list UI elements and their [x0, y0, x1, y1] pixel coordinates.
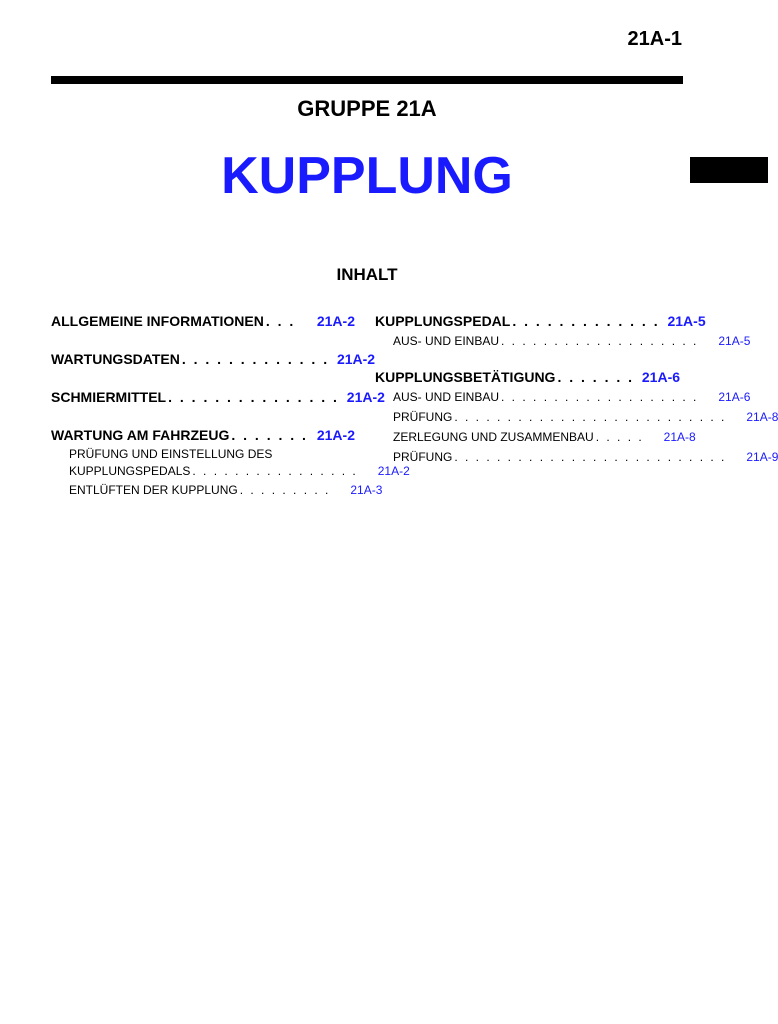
toc-leader-dots: . . . . . . . . . . . . . . . . . . . — [501, 334, 699, 348]
toc-page-ref[interactable]: 21A-2 — [346, 389, 385, 405]
toc-entry-kupplungspedal[interactable] — [375, 311, 706, 331]
toc-entry-label: KUPPLUNGSPEDAL — [375, 313, 511, 329]
toc-subentry-bet-pruefung-1[interactable] — [375, 407, 778, 427]
toc-page-ref[interactable]: 21A-6 — [641, 369, 681, 385]
contents-heading: INHALT — [336, 265, 398, 284]
toc-page-ref[interactable]: 21A-5 — [718, 334, 751, 348]
toc-entry-label: AUS- UND EINBAU — [393, 334, 500, 348]
toc-entry-label: SCHMIERMITTEL — [51, 389, 167, 405]
toc-page-ref[interactable]: 21A-2 — [377, 464, 410, 478]
toc-right-column — [375, 311, 778, 467]
header-rule — [51, 76, 683, 84]
toc-entry-label: ZERLEGUNG UND ZUSAMMENBAU — [393, 430, 594, 444]
toc-subentry-pedal-aus-einbau[interactable] — [375, 331, 751, 351]
toc-subentry-bet-pruefung-2[interactable] — [375, 447, 778, 467]
toc-entry-label: ENTLÜFTEN DER KUPPLUNG — [69, 483, 238, 497]
toc-page-ref[interactable]: 21A-9 — [746, 450, 778, 464]
toc-leader-dots: . . . . . — [595, 430, 644, 444]
toc-subentry-bet-zerlegung[interactable] — [375, 427, 696, 447]
toc-entry-label: KUPPLUNGSPEDALS — [69, 464, 191, 478]
toc-page-ref[interactable]: 21A-6 — [718, 390, 751, 404]
toc-entry-label: PRÜFUNG — [393, 410, 453, 424]
toc-page-ref[interactable]: 21A-8 — [663, 430, 696, 444]
toc-leader-dots: . . . . . . . — [231, 427, 308, 443]
toc-subentry-bet-aus-einbau[interactable] — [375, 387, 751, 407]
toc-entry-label: WARTUNGSDATEN — [51, 351, 180, 367]
toc-entry-label: AUS- UND EINBAU — [393, 390, 500, 404]
toc-leader-dots: . . . . . . . — [557, 369, 635, 385]
toc-leader-dots: . . . . . . . . . . . . . . . . . . . . . . . . . . — [454, 410, 727, 424]
page-number: 21A-1 — [627, 28, 682, 50]
toc-subentry-pruefung-einstellung[interactable] — [51, 462, 410, 480]
toc-leader-dots: . . . . . . . . . . . . . . . . — [192, 464, 358, 478]
toc-entry-label: WARTUNG AM FAHRZEUG — [51, 427, 230, 443]
toc-leader-dots: . . . . . . . . . . . . . — [512, 313, 660, 329]
toc-subentry-entlueften[interactable] — [51, 480, 383, 500]
toc-leader-dots: . . . . . . . . . . . . . . . . . . . — [501, 390, 699, 404]
toc-entry-allgemeine-informationen[interactable] — [51, 311, 355, 331]
toc-entry-schmiermittel[interactable] — [51, 387, 385, 407]
toc-page-ref[interactable]: 21A-5 — [667, 313, 706, 329]
toc-entry-label: PRÜFUNG — [393, 450, 453, 464]
group-title: GRUPPE 21A — [297, 96, 437, 121]
toc-leader-dots: . . . . . . . . . . . . . . . . . . . . . . . . . . — [454, 450, 727, 464]
chapter-title: KUPPLUNG — [221, 147, 513, 205]
toc-entry-label: ALLGEMEINE INFORMATIONEN — [51, 313, 264, 329]
toc-entry-wartungsdaten[interactable] — [51, 349, 376, 369]
toc-leader-dots: . . . . . . . . . . . . . — [181, 351, 330, 367]
toc-page-ref[interactable]: 21A-2 — [336, 351, 376, 367]
toc-page-ref[interactable]: 21A-2 — [316, 427, 355, 443]
toc-left-column — [51, 311, 410, 500]
toc-page-ref[interactable]: 21A-2 — [316, 313, 355, 329]
toc-entry-wartung-am-fahrzeug[interactable] — [51, 425, 355, 445]
toc-subentry-label-line1: PRÜFUNG UND EINSTELLUNG DES — [69, 447, 273, 461]
toc-leader-dots: . . . — [265, 313, 296, 329]
toc-entry-kupplungsbetaetigung[interactable] — [375, 367, 679, 387]
toc-leader-dots: . . . . . . . . . . . . . . . — [168, 389, 339, 405]
toc-page-ref[interactable]: 21A-8 — [746, 410, 778, 424]
toc-entry-label: KUPPLUNGSBETÄTIGUNG — [375, 369, 556, 385]
toc-leader-dots: . . . . . . . . . — [239, 483, 331, 497]
toc-page-ref[interactable]: 21A-3 — [350, 483, 383, 497]
